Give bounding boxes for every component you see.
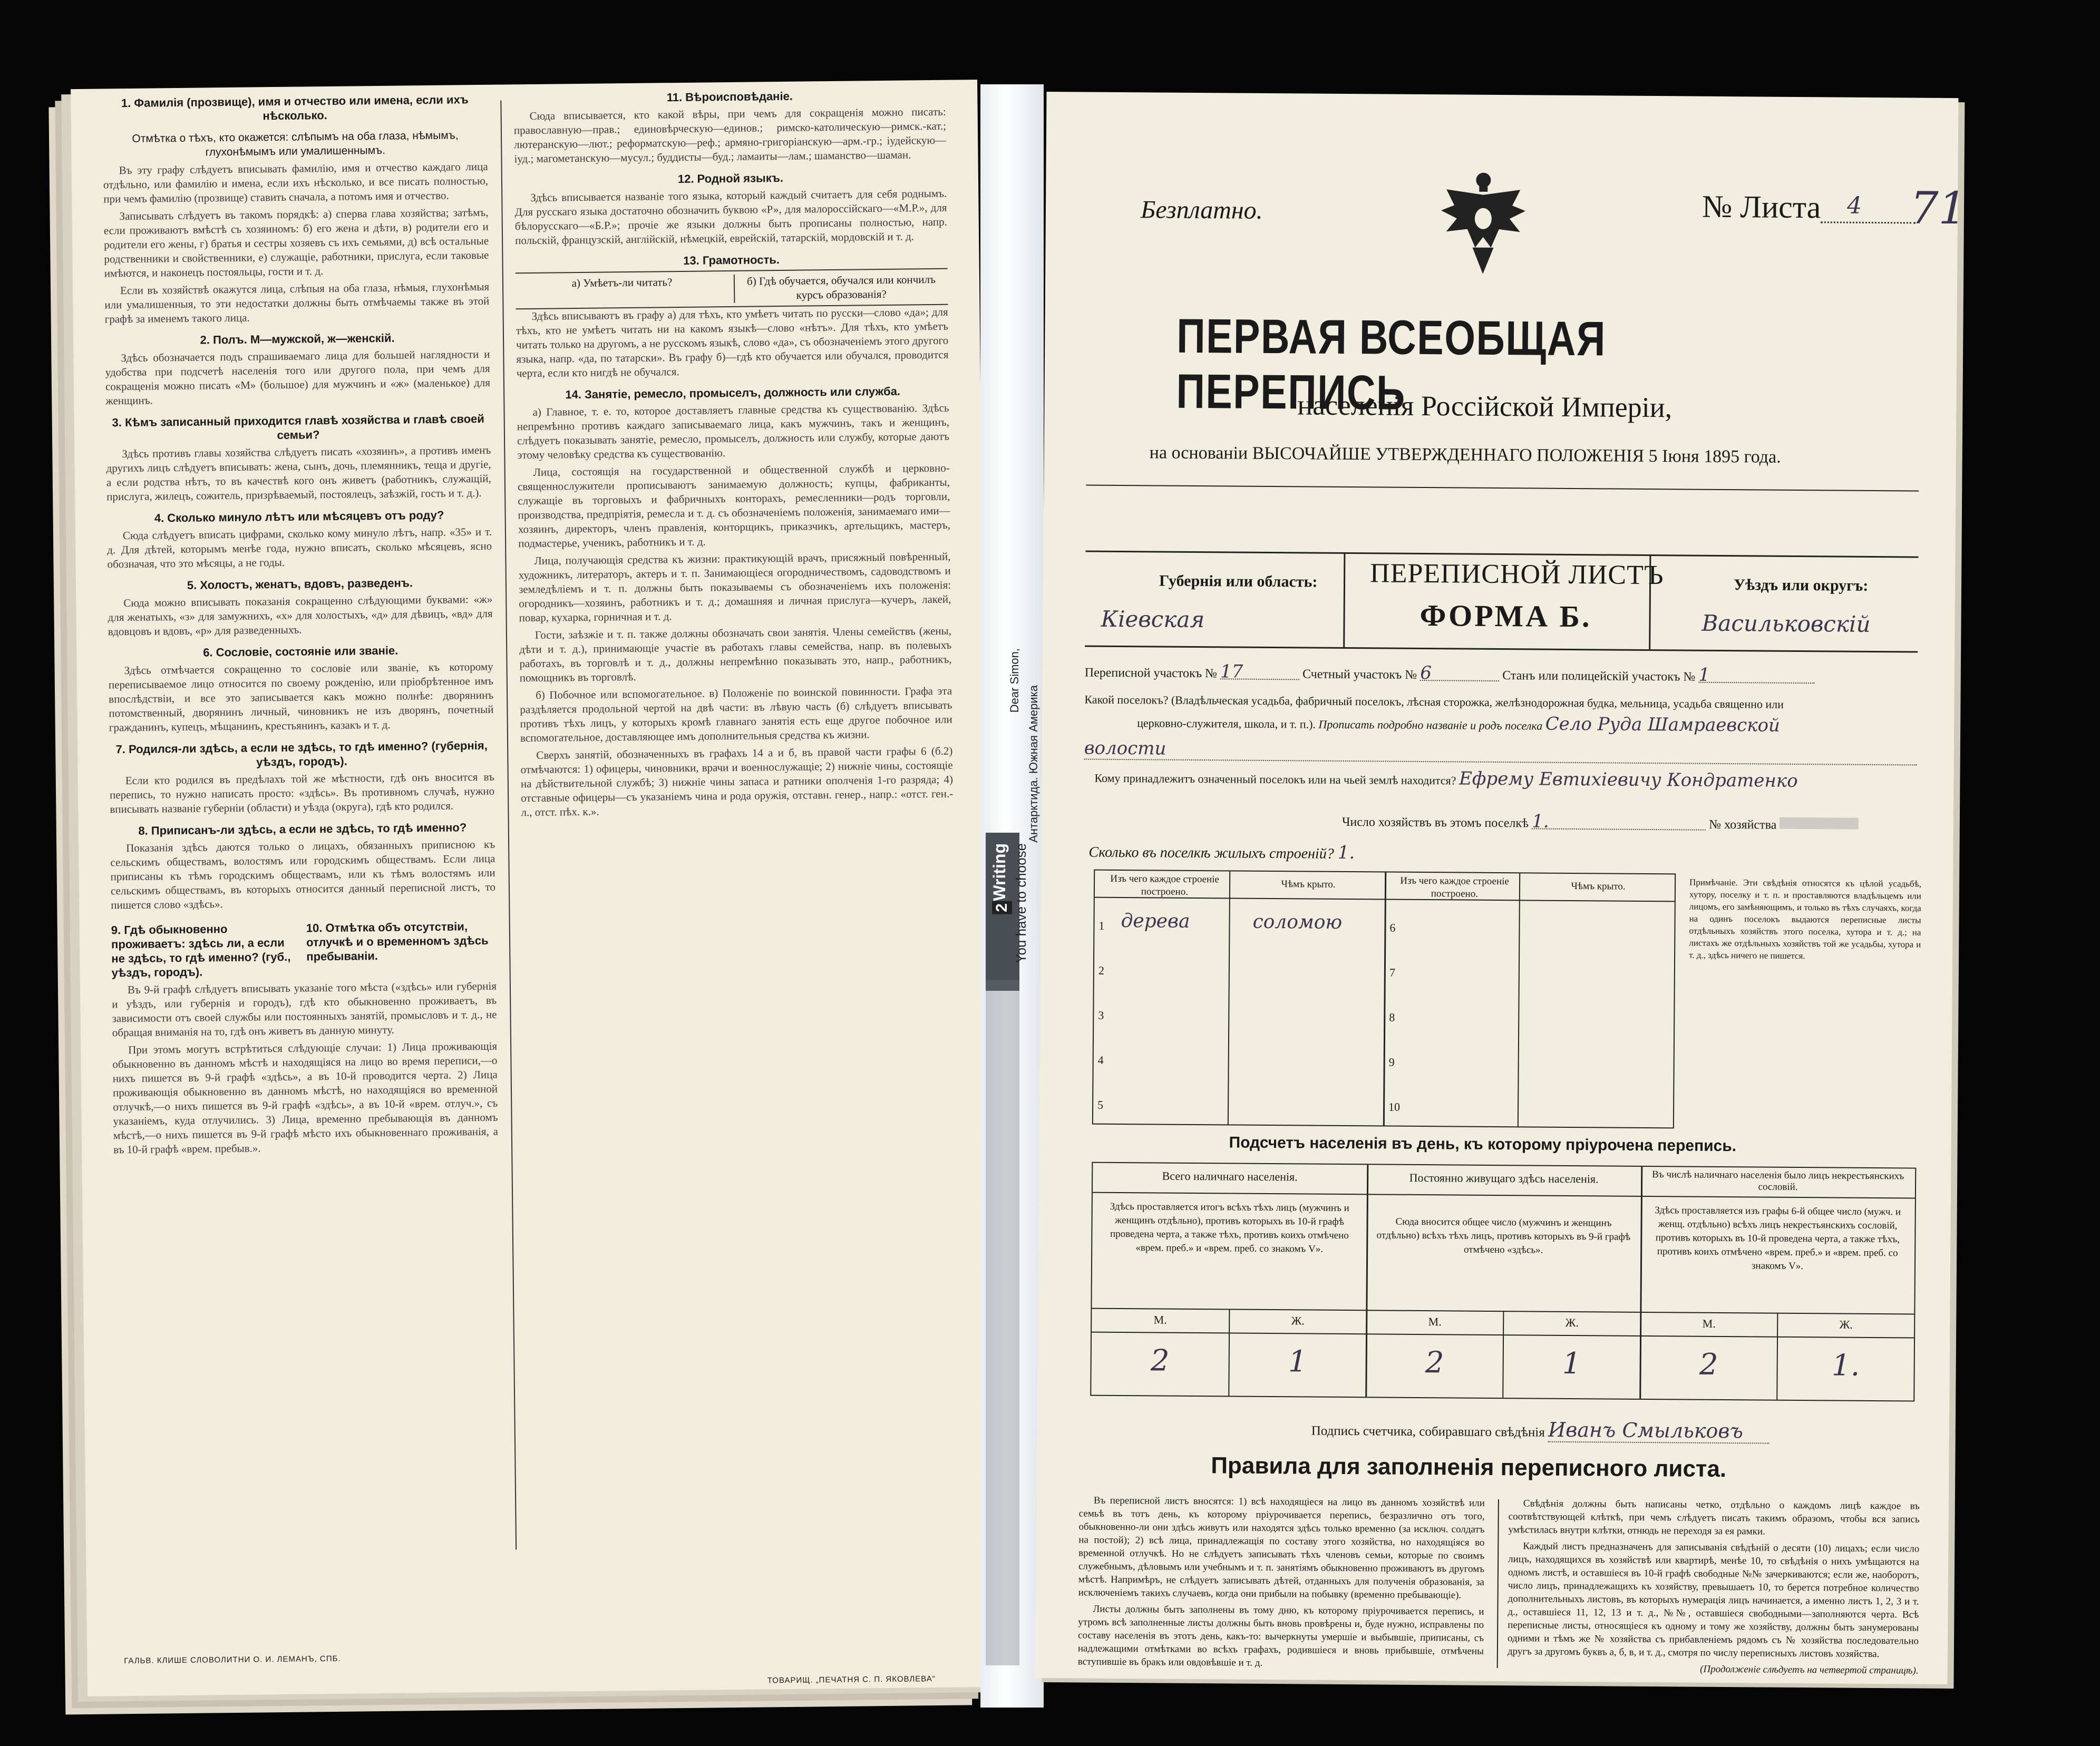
paragraph: Здѣсь противъ главы хозяйства слѣдуетъ писать «хозяинъ», а противъ именъ другихъ лицъ слѣдуетъ вписывать: жена, сынъ, дочь, племянникъ, теща и другіе, а если родства нѣтъ, то въ качествѣ кого онъ живетъ (работникъ, служащій, прислуга, жилецъ, сожитель, призрѣваемый, постоялецъ, заѣзжій, гость и т. д.). (106, 443, 491, 503)
heading-14: 14. Занятіе, ремесло, промыселъ, должность или служба. (565, 384, 901, 402)
booklet-writing-label: Writing (990, 843, 1009, 901)
paragraph: Записывать слѣдуетъ въ такомъ порядкѣ: а) сперва глава хозяйства; затѣмъ, если проживаютъ вмѣстѣ съ хозяиномъ: б) его жена и дѣти, в) родители его и родители его жены, г) братья и сестры хозяевъ съ ихъ семьями, д) всѣ остальные родственники и свойственники, е) служащіе, работники, прислуга, если таковые имѣются, и наконецъ постояльцы, гости и т. д. (103, 206, 489, 280)
paragraph: Въ 9-й графѣ слѣдуетъ вписывать указаніе того мѣста («здѣсь» или губернія и уѣздъ, или губернія и городъ), гдѣ кто обыкновенно проживаетъ, въ зависимости отъ своей службы или постоянныхъ занятій, промысловъ и т. д., не обращая вниманія на то, гдѣ онъ живетъ въ данную минуту. (112, 979, 497, 1039)
male-header: М. (1702, 1316, 1716, 1330)
paragraph: Сюда вписывается, кто какой вѣры, при чемъ для сокращенія можно писать: православную—прав.; единовѣрческую—единов.; римско-католическую—римск.-кат.; лютеранскую—лют.; реформатскую—реф.; армяно-григоріанскую—арм.-гр.; іудейскую—іуд.; магометанскую—мусул.; буддисты—буд.; ламаиты—лам.; шаманство—шаман. (513, 105, 947, 165)
heading-13a: а) Умѣетъ-ли читать? (571, 276, 673, 290)
booklet-letter-greeting: Dear Simon, (1008, 648, 1021, 713)
heading-13: 13. Грамотность. (683, 253, 780, 267)
rules-paragraph: Свѣдѣнія должны быть написаны четко, отдѣльно о каждомъ лицѣ каждое въ соотвѣтствующей клѣткѣ, при чемъ слѣдуетъ писать такимъ образомъ, чтобы вся запись умѣстилась внутри клѣтки, отнюдь не переходя за ея рамки. (1508, 1498, 1920, 1537)
left-column-2 (513, 80, 954, 823)
paragraph: Сюда слѣдуетъ вписать цифрами, сколько кому минуло лѣтъ, напр. «35» и т. д. Для дѣтей, которымъ менѣе года, нужно вписать, сколько мѣсяцевъ, ясно обозначая, что это мѣсяцы, а не годы. (107, 525, 492, 571)
households-label: Число хозяйствъ въ этомъ поселкѣ (1341, 815, 1529, 831)
rules-paragraph: Каждый листъ предназначенъ для записыванія свѣдѣній о десяти (10) лицахъ; если число лицъ, находящихся въ хозяйствѣ или квартирѣ, менѣе 10, то свѣдѣнія о нихъ умѣщаются на одномъ листѣ, и оставшіеся въ 10-й графѣ свободные №№ зачеркиваются; если же, наоборотъ, число лицъ, принадлежащихъ къ хозяйству, превышаетъ 10, то берется потребное количество дополнительныхъ листовъ, въ которыхъ нумерація лицъ начинается, а именно листъ 1, 2, 3 и т. д., оставшіеся 11, 12, 13 и т. д., №№, оставшіеся свободными—заполняются черта. Всѣ переписные листы, относящіеся къ одному и тому же хозяйству, должны быть занумерованы одними и тѣмъ же № хозяйства съ прибавленіемъ рядомъ съ № хозяйства последовательно другъ за другомъ буквъ а, б, в, и т. д., смотря по числу переписныхъ листовъ хозяйства. (1507, 1540, 1920, 1660)
sheet-number-value: 4 (1846, 192, 1862, 219)
female-header: Ж. (1291, 1314, 1305, 1328)
row-number: 8 (1389, 1010, 1395, 1024)
households-value: 1. (1532, 814, 1706, 830)
heading-1b: Отмѣтка о тѣхъ, кто окажется: слѣпымъ на оба глаза, нѣмымъ, глухонѣмымъ или умалишеннымъ. (132, 129, 459, 159)
paragraph: Если въ хозяйствѣ окажутся лица, слѣпыя на оба глаза, нѣмыя, глухонѣмыя или умалишенныя, то эти недостатки должны быть отмѣчаемы также въ этой графѣ за именемъ такого лица. (104, 280, 490, 326)
census-district-value: 17 (1220, 665, 1299, 680)
settlement-value-cont: волости (1084, 738, 1917, 766)
paragraph: Показанія здѣсь даются только о лицахъ, обязанныхъ приписною къ сельскимъ обществамъ, волостямъ или городскимъ обществамъ. Если лица приписаны къ тѣмъ городскимъ обществамъ, или къ тѣмъ волостямъ или сельскимъ обществамъ, въ которыхъ относится данный переписной листъ, то пишется слово «здѣсь». (110, 837, 496, 912)
divider (1086, 485, 1919, 492)
heading-8: 8. Приписанъ-ли здѣсь, а если не здѣсь, то гдѣ именно? (138, 821, 467, 837)
heading-4: 4. Сколько минуло лѣтъ или мѣсяцевъ отъ роду? (154, 508, 444, 525)
total-population-desc: Здѣсь проставляется итогъ всѣхъ тѣхъ лицъ (мужчинъ и женщинъ отдѣльно), противъ которыхъ въ 10-й графѣ проведена черта, а также тѣхъ, противъ коихъ отмѣчено «врем. преб.» и «врем. преб. со знакомъ V». (1110, 1201, 1349, 1255)
heading-7: 7. Родился-ли здѣсь, а если не здѣсь, то гдѣ именно? (губернія, уѣздъ, городъ). (115, 738, 488, 769)
roof-header: Чѣмъ крыто. (1281, 879, 1336, 890)
page-subtitle: населенія Россійской Имперіи, (1297, 389, 1673, 424)
total-female-value: 1 (1288, 1344, 1307, 1379)
police-district-label: Станъ или полицейскій участокъ № (1502, 669, 1696, 684)
paragraph: Въ эту графу слѣдуетъ вписывать фамилію, имя и отчество каждаго лица отдѣльно, или фамилію и имена, если ихъ нѣсколько, и все писать полностью, при чемъ фамилію (прозвище) ставить сначала, а потомъ имя и отчество. (103, 160, 489, 206)
row-number: 7 (1389, 965, 1395, 979)
female-header: Ж. (1565, 1315, 1579, 1330)
heading-12: 12. Родной языкъ. (677, 171, 784, 186)
uezd-label: Уѣздъ или округъ: (1733, 576, 1869, 594)
booklet-topic: Антарктида. Южная Америка (1027, 685, 1040, 843)
row-number: 4 (1097, 1053, 1104, 1067)
paragraph: Здѣсь отмѣчается сокращенно то сословіе или званіе, къ которому переписываемое лицо относится по своему рожденію, или пріобрѣтенное имъ впослѣдствіи, и все это записывается какъ можно полнѣе: дворянинъ потомственный, дворянинъ личный, чиновникъ не изъ дворянъ, почетный гражданинъ, купецъ, мѣщанинъ, крестьянинъ, казакъ и т. д. (108, 660, 494, 734)
rules-right-column (1508, 1497, 1920, 1680)
signature-line (1311, 1417, 1770, 1444)
paragraph: б) Побочное или вспомогательное. в) Положеніе по воинской повинности. Графа эта раздѣляется продольной чертой на двѣ части: въ лѣвую часть (б) слѣдуетъ вписывать противъ тѣхъ лицъ, у которыхъ кромѣ главнаго занятія есть еще другое побочное или вспомогательное, доставляющее имъ дополнительныя средства къ жизни. (520, 684, 952, 745)
paragraph: Гости, заѣзжіе и т. п. также должны обозначать свои занятія. Члены семействъ (жены, дѣти и т. д.), принимающіе участіе въ работахъ главы семейства, напр. въ полевыхъ работахъ, въ торговлѣ и т. д., должны непремѣнно показывать это, напр., работникъ, помощникъ въ торговлѣ. (519, 624, 952, 685)
paragraph: Сюда можно вписывать показанія сокращенно слѣдующими буквами: «ж» для женатыхъ, «з» для замужнихъ, «х» для холостыхъ, «д» для дѣвицъ, «вд» для вдовцовъ и вдовъ, «р» для разведенныхъ. (108, 592, 493, 638)
count-district-value: 6 (1420, 666, 1499, 681)
paragraph: Лица, получающія средства къ жизни: практикующій врачъ, присяжный повѣренный, художникъ, литераторъ, актеръ и т. п. Занимающіеся огородничествомъ, садоводствомъ и земледѣліемъ и т. п. должны быть показываемы съ обозначеніемъ ихъ положенія: огородникъ—хозяинъ, работникъ и т. д.; домашняя и личная прислуга—кучеръ, лакей, повар, кухарка, горничная и т. д. (518, 550, 951, 625)
total-population-header: Всего наличнаго населенія. (1162, 1169, 1298, 1184)
divider (1518, 873, 1520, 1126)
gubernia-label: Губернія или область: (1159, 572, 1318, 591)
heading-10: 10. Отмѣтка объ отсутствіи, отлучкѣ и о временномъ здѣсь пребываніи. (306, 920, 489, 963)
uezd-value: Васильковскій (1702, 610, 1871, 637)
heading-5: 5. Холостъ, женатъ, вдовъ, разведенъ. (187, 576, 413, 592)
resident-population-header: Постоянно живущаго здѣсь населенія. (1409, 1170, 1599, 1186)
rules-paragraph: Листы должны быть заполнены въ тому дню, къ которому пріурочивается перепись, и утромъ всѣ заполненные листы должны быть вновь провѣрены и, буде нужно, исправлены по составу населенія въ этотъ день, какъ-то: вычеркнуты умершіе и выбывшіе, приписаны, съ надлежащими отмѣтками во всѣхъ графахъ, родившіеся и вновь прибывшіе, отмѣчены вступившіе въ бракъ или овдовѣвшіе и т. д. (1077, 1603, 1484, 1669)
population-count-title: Подсчетъ населенія въ день, къ которому пріурочена перепись. (1229, 1134, 1737, 1155)
household-number-redacted (1780, 817, 1859, 830)
paragraph: Лица, состоящія на государственной и общественной службѣ и церковно-священнослужители прописываютъ занимаемую должность; купцы, фабриканты, служащіе въ торговыхъ и фабричныхъ конторахъ, ремесленники—родъ торговли, производства, предпріятія, ремесла и т. д. съ обозначеніемъ положенія, занимаемаго ими—хозяинъ, директоръ, членъ правленія, конторщикъ, приказчикъ, артельщикъ, мастеръ, подмастерье, ученикъ, работникъ и т. д. (517, 461, 950, 550)
paragraph: Сверхъ занятій, обозначенныхъ въ графахъ 14 а и б, въ правой части графы 6 (б.2) отмѣчаются: 1) офицеры, чиновники, врачи и военнослужащіе; 2) нижніе чины, состоящіе на дѣйствительной службѣ; 3) нижніе чины запаса и ратники ополченія 1-го разряда; 4) отставные офицеры—съ указаніемъ чина и рода оружія, отставн. генер., напр.: «отст. ген.-л., отст. пѣх. к.». (520, 744, 954, 819)
population-count-table (1090, 1162, 1916, 1402)
decree-line: на основаніи ВЫСОЧАЙШЕ УТВЕРЖДЕННАГО ПОЛОЖЕНІЯ 5 Іюня 1895 года. (1149, 443, 1781, 467)
divider (1085, 646, 1918, 653)
left-column-1 (102, 85, 498, 1160)
roof-value: соломою (1252, 911, 1343, 933)
divider (1085, 551, 1918, 558)
owner-line (1094, 769, 1938, 791)
nonpeasant-female-value: 1. (1831, 1348, 1860, 1383)
imperial-eagle-emblem (1435, 168, 1531, 279)
building-material-value: дерева (1121, 910, 1190, 932)
divider (1383, 873, 1386, 1126)
buildings-label: Сколько въ поселкѣ жилыхъ строеній? (1088, 844, 1334, 862)
page-title: ПЕРВАЯ ВСЕОБЩАЯ ПЕРЕПИСЬ (1176, 309, 1607, 420)
row-number: 10 (1388, 1100, 1401, 1114)
buildings-table (1092, 870, 1676, 1129)
heading-1: 1. Фамилія (прозвище), имя и отчество или имена, если ихъ нѣсколько. (121, 93, 469, 123)
booklet-choose-text: You have to choose (1013, 843, 1029, 963)
rules-paragraph: Въ переписной листъ вносятся: 1) всѣ находящіеся на лицо въ данномъ хозяйствѣ или семьѣ въ тотъ день, къ которому пріурочивается перепись, безразлично отъ того, обыкновенно-ли они здѣсь живутъ или находятся здѣсь только временно (за исключ. солдатъ на постой); 2) всѣ лица, принадлежащія по составу этого хозяйства, но находящіяся во временной отлучкѣ. Но не слѣдуетъ записывать тѣхъ членовъ семьи, которые по своимъ служебнымъ, дѣловымъ или учебнымъ и т. п. занятіямъ обыкновенно проживаютъ въ другомъ мѣстѣ. Напримѣръ, не слѣдуетъ записывать дѣтей, отданныхъ для полученія образованія, за исключеніемъ такихъ случаевъ, когда они прибыли на побывку (временно пребывающіе). (1078, 1495, 1485, 1601)
signature-label: Подпись счетчика, собиравшаго свѣдѣнія (1311, 1423, 1545, 1440)
enumerator-signature: Иванъ Смыльковъ (1548, 1418, 1770, 1444)
row-number: 9 (1388, 1055, 1395, 1069)
divider (1343, 552, 1345, 647)
heading-2: 2. Полъ. М—мужской, ж—женскій. (200, 331, 395, 347)
free-label: Безплатно. (1140, 196, 1263, 225)
male-header: М. (1153, 1313, 1167, 1326)
resident-male-value: 2 (1425, 1345, 1444, 1380)
divider (1497, 1499, 1499, 1668)
nonpeasant-male-value: 2 (1699, 1347, 1718, 1382)
sheet-number-label: № Листа (1702, 189, 1821, 225)
right-page (1036, 92, 1967, 1684)
printer-imprint-left: ГАЛЬВ. КЛИШЕ СЛОВОЛИТНИ О. И. ЛЕМАНЪ, СПБ. (124, 1654, 341, 1666)
census-district-label: Переписной участокъ № (1084, 666, 1218, 681)
form-subtitle: ФОРМА Б. (1420, 598, 1592, 634)
row-number: 3 (1098, 1008, 1104, 1022)
female-header: Ж. (1839, 1318, 1853, 1331)
sheet-number-field (1821, 191, 1916, 223)
row-number: 6 (1389, 921, 1396, 934)
households-line (1342, 813, 1859, 833)
settlement-value: Село Руда Шамраевской (1545, 713, 1781, 736)
building-material-header: Изъ чего каждое строеніе построено. (1110, 873, 1219, 898)
building-material-header-2: Изъ чего каждое строеніе построено. (1400, 875, 1509, 900)
district-line (1084, 661, 1815, 686)
column-divider (500, 101, 517, 1550)
gubernia-value: Кіевская (1101, 606, 1205, 633)
building-row-numbers (1097, 903, 1105, 1127)
paragraph: Здѣсь вписывается названіе того языка, который каждый считаетъ для себя роднымъ. Для русскаго языка достаточно обозначить буквою «Р», для малороссійскаго—«М.Р.», для бѣлорусскаго—«Б.Р.»; прочіе же языки должны быть прописаны полностью, напр. польскій, французскій, англійскій, нѣмецкій, еврейскій, татарскій, мордовскій и т. д. (514, 187, 947, 247)
police-district-value: 1 (1698, 668, 1814, 684)
rules-continued: (Продолженіе слѣдуетъ на четвертой страницѣ). (1700, 1663, 1919, 1676)
resident-population-desc: Сюда вносится общее число (мужчинъ и женщинъ отдѣльно) всѣхъ тѣхъ лицъ, противъ которыхъ въ 9-й графѣ отмѣчено «здѣсь». (1376, 1216, 1631, 1256)
buildings-note: Примѣчаніе. Эти свѣдѣнія относятся къ цѣлой усадьбѣ, хутору, поселку и т. п. и проставляются владѣльцемъ или лицомъ, его замѣняющимъ, и только въ тѣхъ случаяхъ, когда на одинъ поселокъ выдаются переписные листы отдѣльныхъ хозяйствъ этого поселка, хутора и т. д.; на листахъ же отдѣльныхъ хозяйствъ той же усадьбы, хутора и т. д., здѣсь ничего не пишется. (1689, 877, 1922, 961)
left-page (71, 80, 994, 1696)
row-number: 5 (1097, 1098, 1104, 1111)
divider (1228, 871, 1230, 1124)
paragraph: При этомъ могутъ встрѣтиться слѣдующіе случаи: 1) Лица проживающія обыкновенно въ данномъ мѣстѣ и находящіяся на лицо во время переписи,—о нихъ пишется въ 9-й графѣ «здѣсь», а въ 10-й проводится черта. 2) Лица проживающія обыкновенно въ данномъ мѣстѣ, но находящіяся во временной отлучкѣ,—о нихъ пишется въ 9-й графѣ «здѣсь», а въ 10-й «врем. отлуч.», съ указаніемъ, куда отлучились. 3) Лица, временно пребывающія въ данномъ мѣстѣ,—о нихъ пишется въ 9-й графѣ мѣсто ихъ обыкновеннаго проживанія, а въ 10-й графѣ «врем. пребыв.». (112, 1039, 498, 1156)
settlement-question: Какой поселокъ? (Владѣльческая усадьба, фабричный поселокъ, лѣсная сторожка, желѣзнодорожная будка, мельница, усадьба священно или (1084, 692, 1784, 711)
non-peasant-desc: Здѣсь проставляется изъ графы 6-й общее число (мужч. и женщ. отдѣльно) всѣхъ лицъ некрестьянскихъ сословій, противъ которыхъ въ 10-й проведена черта, а также тѣхъ, противъ коихъ отмѣчено «врем. преб.» и «врем. преб. со знакомъ V». (1655, 1205, 1901, 1272)
paragraph: Если кто родился въ предѣлахъ той же мѣстности, гдѣ онъ вносится въ перепись, то нужно написать просто: «здѣсь». Въ противномъ случаѣ, нужно вписывать названіе губерніи (области) и уѣзда (округа), гдѣ кто родился. (109, 770, 495, 816)
printer-imprint-right: ТОВАРИЩ. „ПЕЧАТНЯ С. П. ЯКОВЛЕВА“ (767, 1674, 936, 1685)
non-peasant-header: Въ числѣ наличнаго населенія было лицъ некрестьянскихъ сословій. (1652, 1169, 1904, 1193)
rules-title: Правила для заполненія переписного листа. (1211, 1452, 1727, 1482)
heading-9: 9. Гдѣ обыкновенно проживаетъ: здѣсь ли, а если не здѣсь, то гдѣ именно? (губ., уѣздъ, городъ). (111, 922, 291, 980)
building-row-numbers-2 (1388, 905, 1402, 1129)
paragraph: Здѣсь вписываютъ въ графу а) для тѣхъ, кто умѣетъ читать по русски—слово «да»; для тѣхъ, кто не умѣетъ читать ни на какомъ языкѣ—слово «нѣтъ». Для тѣхъ, кто умѣетъ читать только на другомъ, а не русскомъ языкѣ, слово «да», съ обозначеніемъ этого другого языка, напр. «да, по татарски». Въ графу б)—гдѣ кто обучается или обучался, проводится черта, если кто нигдѣ не обучался. (516, 305, 949, 380)
paragraph: Здѣсь обозначается подъ спрашиваемаго лица для большей наглядности и удобства при подсчетѣ населенія того или другого пола, при чемъ для сокращенія можно писать «М» (большое) для мужчинъ и «ж» (маленькое) для женщинъ. (105, 347, 491, 407)
rules-left-column (1078, 1494, 1485, 1674)
booklet-shadow (986, 980, 1019, 1665)
roof-header-2: Чѣмъ крыто. (1571, 880, 1626, 892)
settlement-line (1137, 714, 1928, 735)
paragraph: а) Главное, т. е. то, которое доставляетъ главные средства къ существованію. Здѣсь непремѣнно противъ каждаго записываемаго лица, какъ мужчинъ, такъ и женщинъ, слѣдуетъ показывать занятіе, ремесло, промыселъ, должность или службу, которые даютъ этому человѣку средства къ существованію. (517, 401, 950, 462)
row-number: 1 (1098, 919, 1105, 932)
buildings-line (1088, 841, 1355, 864)
row-number: 2 (1098, 963, 1104, 977)
total-male-value: 2 (1150, 1343, 1170, 1378)
male-header: М. (1428, 1315, 1442, 1329)
heading-13b: б) Гдѣ обучается, обучался или кончилъ курсъ образованія? (734, 272, 948, 303)
count-district-label: Счетный участокъ № (1302, 667, 1417, 682)
heading-6: 6. Сословіе, состояніе или званіе. (203, 643, 398, 659)
settlement-type-hint: церковно-служителя, школа, и т. п.). (1137, 716, 1316, 731)
heading-11: 11. Вѣроисповѣданіе. (666, 89, 793, 104)
owner-question: Кому принадлежитъ означенный поселокъ или на чьей землѣ находится? (1094, 771, 1456, 787)
form-title: ПЕРЕПИСНОЙ ЛИСТЪ (1369, 558, 1664, 591)
household-number-label: № хозяйства (1709, 817, 1777, 832)
booklet-unit-number: 2 (992, 901, 1012, 914)
buildings-value: 1. (1337, 842, 1355, 864)
settlement-instruction: Прописать подробно названіе и родъ поселка (1318, 717, 1543, 733)
resident-female-value: 1 (1562, 1346, 1581, 1381)
heading-3: 3. Кѣмъ записанный приходится главѣ хозяйства и главѣ своей семьи? (112, 412, 484, 442)
archive-sheet-number: 71 (1910, 182, 1967, 235)
owner-value: Ефрему Евтихіевичу Кондратенко (1459, 768, 1798, 792)
